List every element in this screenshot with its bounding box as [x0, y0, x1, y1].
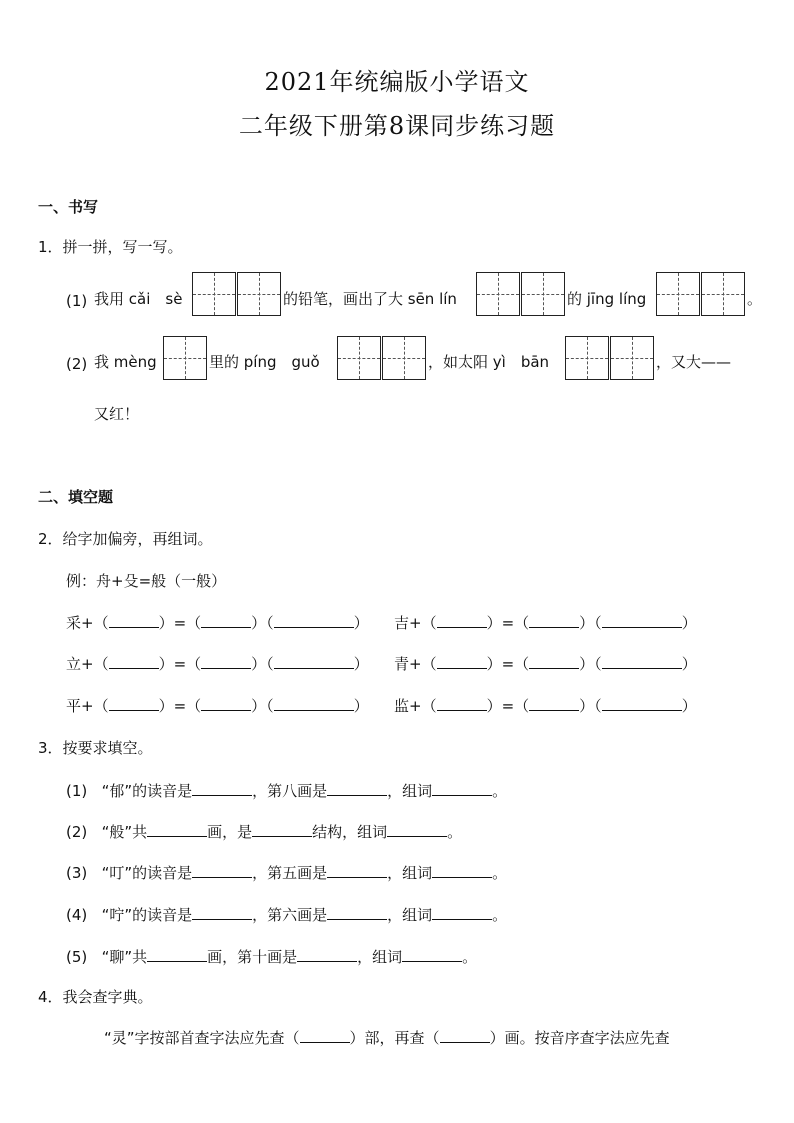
writing-grid[interactable] [521, 272, 565, 316]
sentence-part: ，又大—— [656, 353, 732, 371]
title-line-1: 2021年统编版小学语文 [264, 68, 530, 96]
radical-row: 监+（ ）=（ ）（ ） [394, 697, 697, 715]
section-heading-writing: 一、书写 [38, 198, 99, 216]
sentence-part: ，如太阳 yì bān [428, 353, 550, 371]
question-4: 4．我会查字典。 [38, 988, 153, 1006]
section-heading-fill: 二、填空题 [38, 488, 114, 506]
writing-grid[interactable] [337, 336, 381, 380]
fill-item: (5) “聊”共 画，第十画是 ，组词 。 [66, 948, 478, 966]
title-line-2: 二年级下册第8课同步练习题 [238, 112, 556, 140]
item-number: (2) [66, 355, 88, 373]
question-2: 2．给字加偏旁，再组词。 [38, 530, 213, 548]
writing-grid[interactable] [656, 272, 700, 316]
writing-grid[interactable] [163, 336, 207, 380]
question-1: 1．拼一拼，写一写。 [38, 238, 183, 256]
sentence-part: 里的 píng guǒ [209, 353, 320, 371]
sentence-part: 。 [747, 290, 763, 308]
writing-grid[interactable] [237, 272, 281, 316]
radical-row: 采+（ ）=（ ）（ ） [66, 614, 369, 632]
dictionary-sentence: “灵”字按部首查字法应先查（ ）部，再查（ ）画。按音序查字法应先查 [104, 1029, 670, 1047]
fill-item: (4) “咛”的读音是 ，第六画是 ，组词 。 [66, 906, 508, 924]
sentence-part: 我用 cǎi sè [94, 290, 183, 308]
fill-item: (2) “般”共 画，是 结构，组词 。 [66, 823, 463, 841]
radical-row: 吉+（ ）=（ ）（ ） [394, 614, 697, 632]
example-line: 例：舟+殳=般（一般） [66, 572, 227, 590]
sentence-part: 我 mèng [94, 353, 157, 371]
fill-item: (3) “叮”的读音是 ，第五画是 ，组词 。 [66, 864, 508, 882]
writing-grid[interactable] [476, 272, 520, 316]
radical-row: 立+（ ）=（ ）（ ） [66, 655, 369, 673]
item-number: (1) [66, 292, 88, 310]
radical-row: 青+（ ）=（ ）（ ） [394, 655, 697, 673]
sentence-part: 的 jīng líng [567, 290, 647, 308]
question-3: 3．按要求填空。 [38, 739, 153, 757]
writing-grid[interactable] [701, 272, 745, 316]
fill-item: (1) “郁”的读音是 ，第八画是 ，组词 。 [66, 782, 508, 800]
writing-grid[interactable] [382, 336, 426, 380]
writing-grid[interactable] [565, 336, 609, 380]
sentence-part: 又红！ [94, 405, 140, 423]
sentence-part: 的铅笔，画出了大 sēn lín [283, 290, 457, 308]
writing-grid[interactable] [192, 272, 236, 316]
writing-grid[interactable] [610, 336, 654, 380]
radical-row: 平+（ ）=（ ）（ ） [66, 697, 369, 715]
